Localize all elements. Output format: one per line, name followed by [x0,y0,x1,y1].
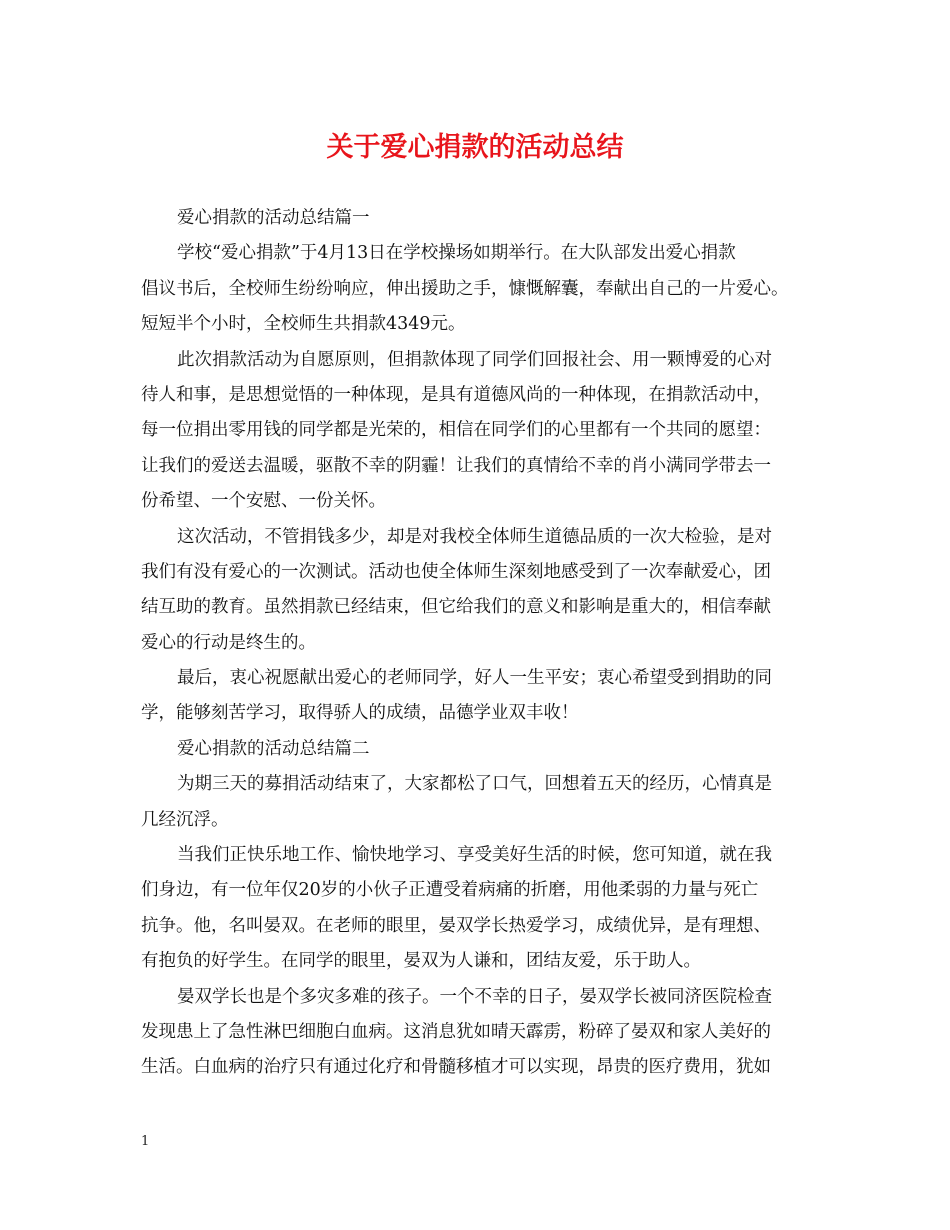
text-line: 此次捐款活动为自愿原则，但捐款体现了同学们回报社会、用一颗博爱的心对 [177,349,772,370]
text-line: 让我们的爱送去温暖，驱散不幸的阴霾！让我们的真情给不幸的肖小满同学带去一 [141,455,771,476]
document-title: 关于爱心捐款的活动总结 [326,132,624,163]
page-number: 1 [141,1134,150,1149]
text-line: 学，能够刻苦学习，取得骄人的成绩，品德学业双丰收！ [141,703,579,724]
text-line: 份希望、一个安慰、一份关怀。 [141,491,386,512]
text-line: 爱心捐款的活动总结篇一 [177,208,370,228]
text-line: 最后，衷心祝愿献出爱心的老师同学，好人一生平安；衷心希望受到捐助的同 [177,668,772,689]
text-line: 学校“爱心捐款”于4月13日在学校操场如期举行。在大队部发出爱心捐款 [177,243,736,264]
text-line: 抗争。他，名叫晏双。在老师的眼里，晏双学长热爱学习，成绩优异，是有理想、 [141,915,771,936]
text-line: 每一位捐出零用钱的同学都是光荣的，相信在同学们的心里都有一个共同的愿望： [141,420,771,441]
text-line: 当我们正快乐地工作、愉快地学习、享受美好生活的时候，您可知道，就在我 [177,845,772,866]
text-line: 几经沉浮。 [141,809,229,830]
text-line: 为期三天的募捐活动结束了，大家都松了口气，回想着五天的经历，心情真是 [177,774,772,795]
text-line: 有抱负的好学生。在同学的眼里，晏双为人谦和，团结友爱，乐于助人。 [141,951,701,972]
text-line: 我们有没有爱心的一次测试。活动也使全体师生深刻地感受到了一次奉献爱心，团 [141,561,771,582]
text-line: 这次活动，不管捐钱多少，却是对我校全体师生道德品质的一次大检验，是对 [177,526,772,547]
text-line: 们身边，有一位年仅20岁的小伙子正遭受着病痛的折磨，用他柔弱的力量与死亡 [141,880,759,901]
document-body [141,201,813,1086]
text-line: 短短半个小时，全校师生共捐款4349元。 [141,314,466,335]
text-line: 发现患上了急性淋巴细胞白血病。这消息犹如晴天霹雳，粉碎了晏双和家人美好的 [141,1021,771,1042]
text-line: 待人和事，是思想觉悟的一种体现，是具有道德风尚的一种体现，在捐款活动中， [141,384,771,405]
text-line: 爱心捐款的活动总结篇二 [177,738,370,759]
text-line: 晏双学长也是个多灾多难的孩子。一个不幸的日子，晏双学长被同济医院检查 [177,986,772,1007]
text-line: 结互助的教育。虽然捐款已经结束，但它给我们的意义和影响是重大的，相信奉献 [141,597,771,618]
text-line: 爱心的行动是终生的。 [141,632,316,653]
text-line: 生活。白血病的治疗只有通过化疗和骨髓移植才可以实现，昂贵的医疗费用，犹如 [141,1057,771,1078]
text-line: 倡议书后，全校师生纷纷响应，伸出援助之手，慷慨解囊，奉献出自己的一片爱心。 [141,278,789,299]
